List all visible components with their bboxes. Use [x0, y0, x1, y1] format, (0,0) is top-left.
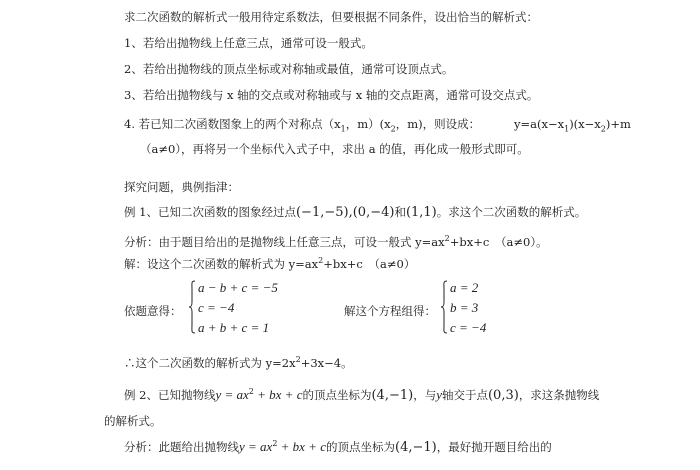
rule-2-text: 2、若给出抛物线的顶点坐标或对称轴或最值，通常可设顶点式。 [124, 62, 454, 76]
analysis-1-sup: 2 [444, 234, 450, 244]
solution-system [440, 280, 500, 338]
equation-system [188, 280, 298, 338]
example-1-text [124, 205, 586, 220]
left-brace-icon [440, 280, 448, 334]
example-1-suffix: 。求这个二次函数的解析式。 [436, 205, 587, 219]
rule-4-formula-b: )(x−x [569, 117, 601, 131]
example-2-mid-2: ，与 [413, 388, 437, 402]
example-1-prefix: 例 1、已知二次函数的图象经过点 [124, 205, 296, 219]
analysis-1-prefix: 分析：由于题目给出的是抛物线上任意三点，可设一般式 y=ax [124, 235, 445, 249]
solve-label: 解这个方程组得： [344, 304, 436, 318]
section-title: 探究问题，典例指津： [124, 180, 239, 194]
analysis-2-eq-a: y = ax [239, 439, 273, 454]
solution-1-text [124, 257, 415, 271]
rule-4-prefix: 4. 若已知二次函数图象上的两个对称点（x [124, 117, 341, 131]
example-2-eq-b: + bx + c [253, 387, 303, 402]
rule-4-formula-c: )+m [605, 117, 631, 131]
example-2-line-1 [124, 388, 599, 403]
example-1-and: 和 [394, 205, 406, 219]
analysis-1-text [124, 235, 548, 249]
analysis-2-prefix: 分析：此题给出抛物线 [124, 440, 239, 454]
solution-1-suffix: +bx+c （a≠0） [323, 257, 416, 271]
rule-4-sub-1: 1 [340, 124, 346, 134]
conclusion-1-suffix: +3x−4。 [300, 356, 353, 370]
rule-4-line-1 [124, 117, 481, 134]
rule-1-text: 1、若给出抛物线上任意三点，通常可设一般式。 [124, 36, 373, 50]
equation-1: a − b + c = −5 [198, 280, 278, 295]
example-2-point: (0,3) [487, 388, 519, 403]
intro-text: 求二次函数的解析式一般用待定系数法，但要根据不同条件，设出恰当的解析式： [124, 10, 538, 24]
example-2-prefix: 例 2、已知抛物线 [124, 388, 216, 402]
conclusion-1-sup: 2 [295, 355, 301, 365]
equation-3: a + b + c = 1 [198, 320, 270, 335]
analysis-2-text [124, 440, 552, 455]
rule-3-text: 3、若给出抛物线与 x 轴的交点或对称轴或与 x 轴的交点距离，通常可设交点式。 [124, 88, 539, 102]
solution-1-prefix: 解：设这个二次函数的解析式为 y=ax [124, 257, 319, 271]
analysis-2-eq-b: + bx + c [277, 439, 326, 454]
example-2-suffix: ，求这条抛物线 [518, 388, 600, 402]
example-1-point-3: (1,1) [405, 205, 437, 220]
system-label: 依题意得： [124, 304, 182, 318]
left-brace-icon [188, 280, 196, 334]
conclusion-1-prefix: ∴这个二次函数的解析式为 y=2x [124, 356, 296, 370]
analysis-2-suffix: ，最好抛开题目给出的 [436, 440, 552, 454]
example-2-y: y [436, 387, 442, 402]
rule-4-mid-2: ，m)，则设成： [395, 117, 481, 131]
rule-4-line-2: （a≠0），再将另一个坐标代入式子中，求出 a 的值，再化成一般形式即可。 [140, 142, 529, 156]
conclusion-1-text [124, 356, 353, 370]
rule-4-formula-sub-1: 1 [564, 124, 570, 134]
example-2-eq-a: y = ax [215, 387, 249, 402]
rule-4-sub-2: 2 [390, 124, 396, 134]
example-2-vertex: (4,−1) [371, 388, 414, 403]
rule-4-mid-1: ，m）(x [345, 117, 391, 131]
example-2-sup: 2 [248, 387, 254, 397]
solution-c: c = −4 [450, 320, 487, 335]
rule-4-formula-a: y=a(x−x [514, 117, 565, 131]
example-2-line-2: 的解析式。 [104, 414, 162, 428]
solution-b: b = 3 [450, 300, 479, 315]
analysis-2-vertex: (4,−1) [395, 440, 437, 455]
solution-1-sup: 2 [318, 256, 324, 266]
analysis-1-suffix: +bx+c （a≠0）。 [449, 235, 548, 249]
solution-a: a = 2 [450, 280, 479, 295]
example-2-mid: 的顶点坐标为 [302, 388, 372, 402]
equation-2: c = −4 [198, 300, 235, 315]
analysis-2-mid: 的顶点坐标为 [326, 440, 395, 454]
analysis-2-sup: 2 [272, 439, 278, 449]
rule-4-formula-sub-2: 2 [600, 124, 606, 134]
example-2-mid-3: 轴交于点 [441, 388, 488, 402]
rule-4-formula [514, 117, 631, 134]
example-1-points: (−1,−5),(0,−4) [295, 205, 395, 220]
